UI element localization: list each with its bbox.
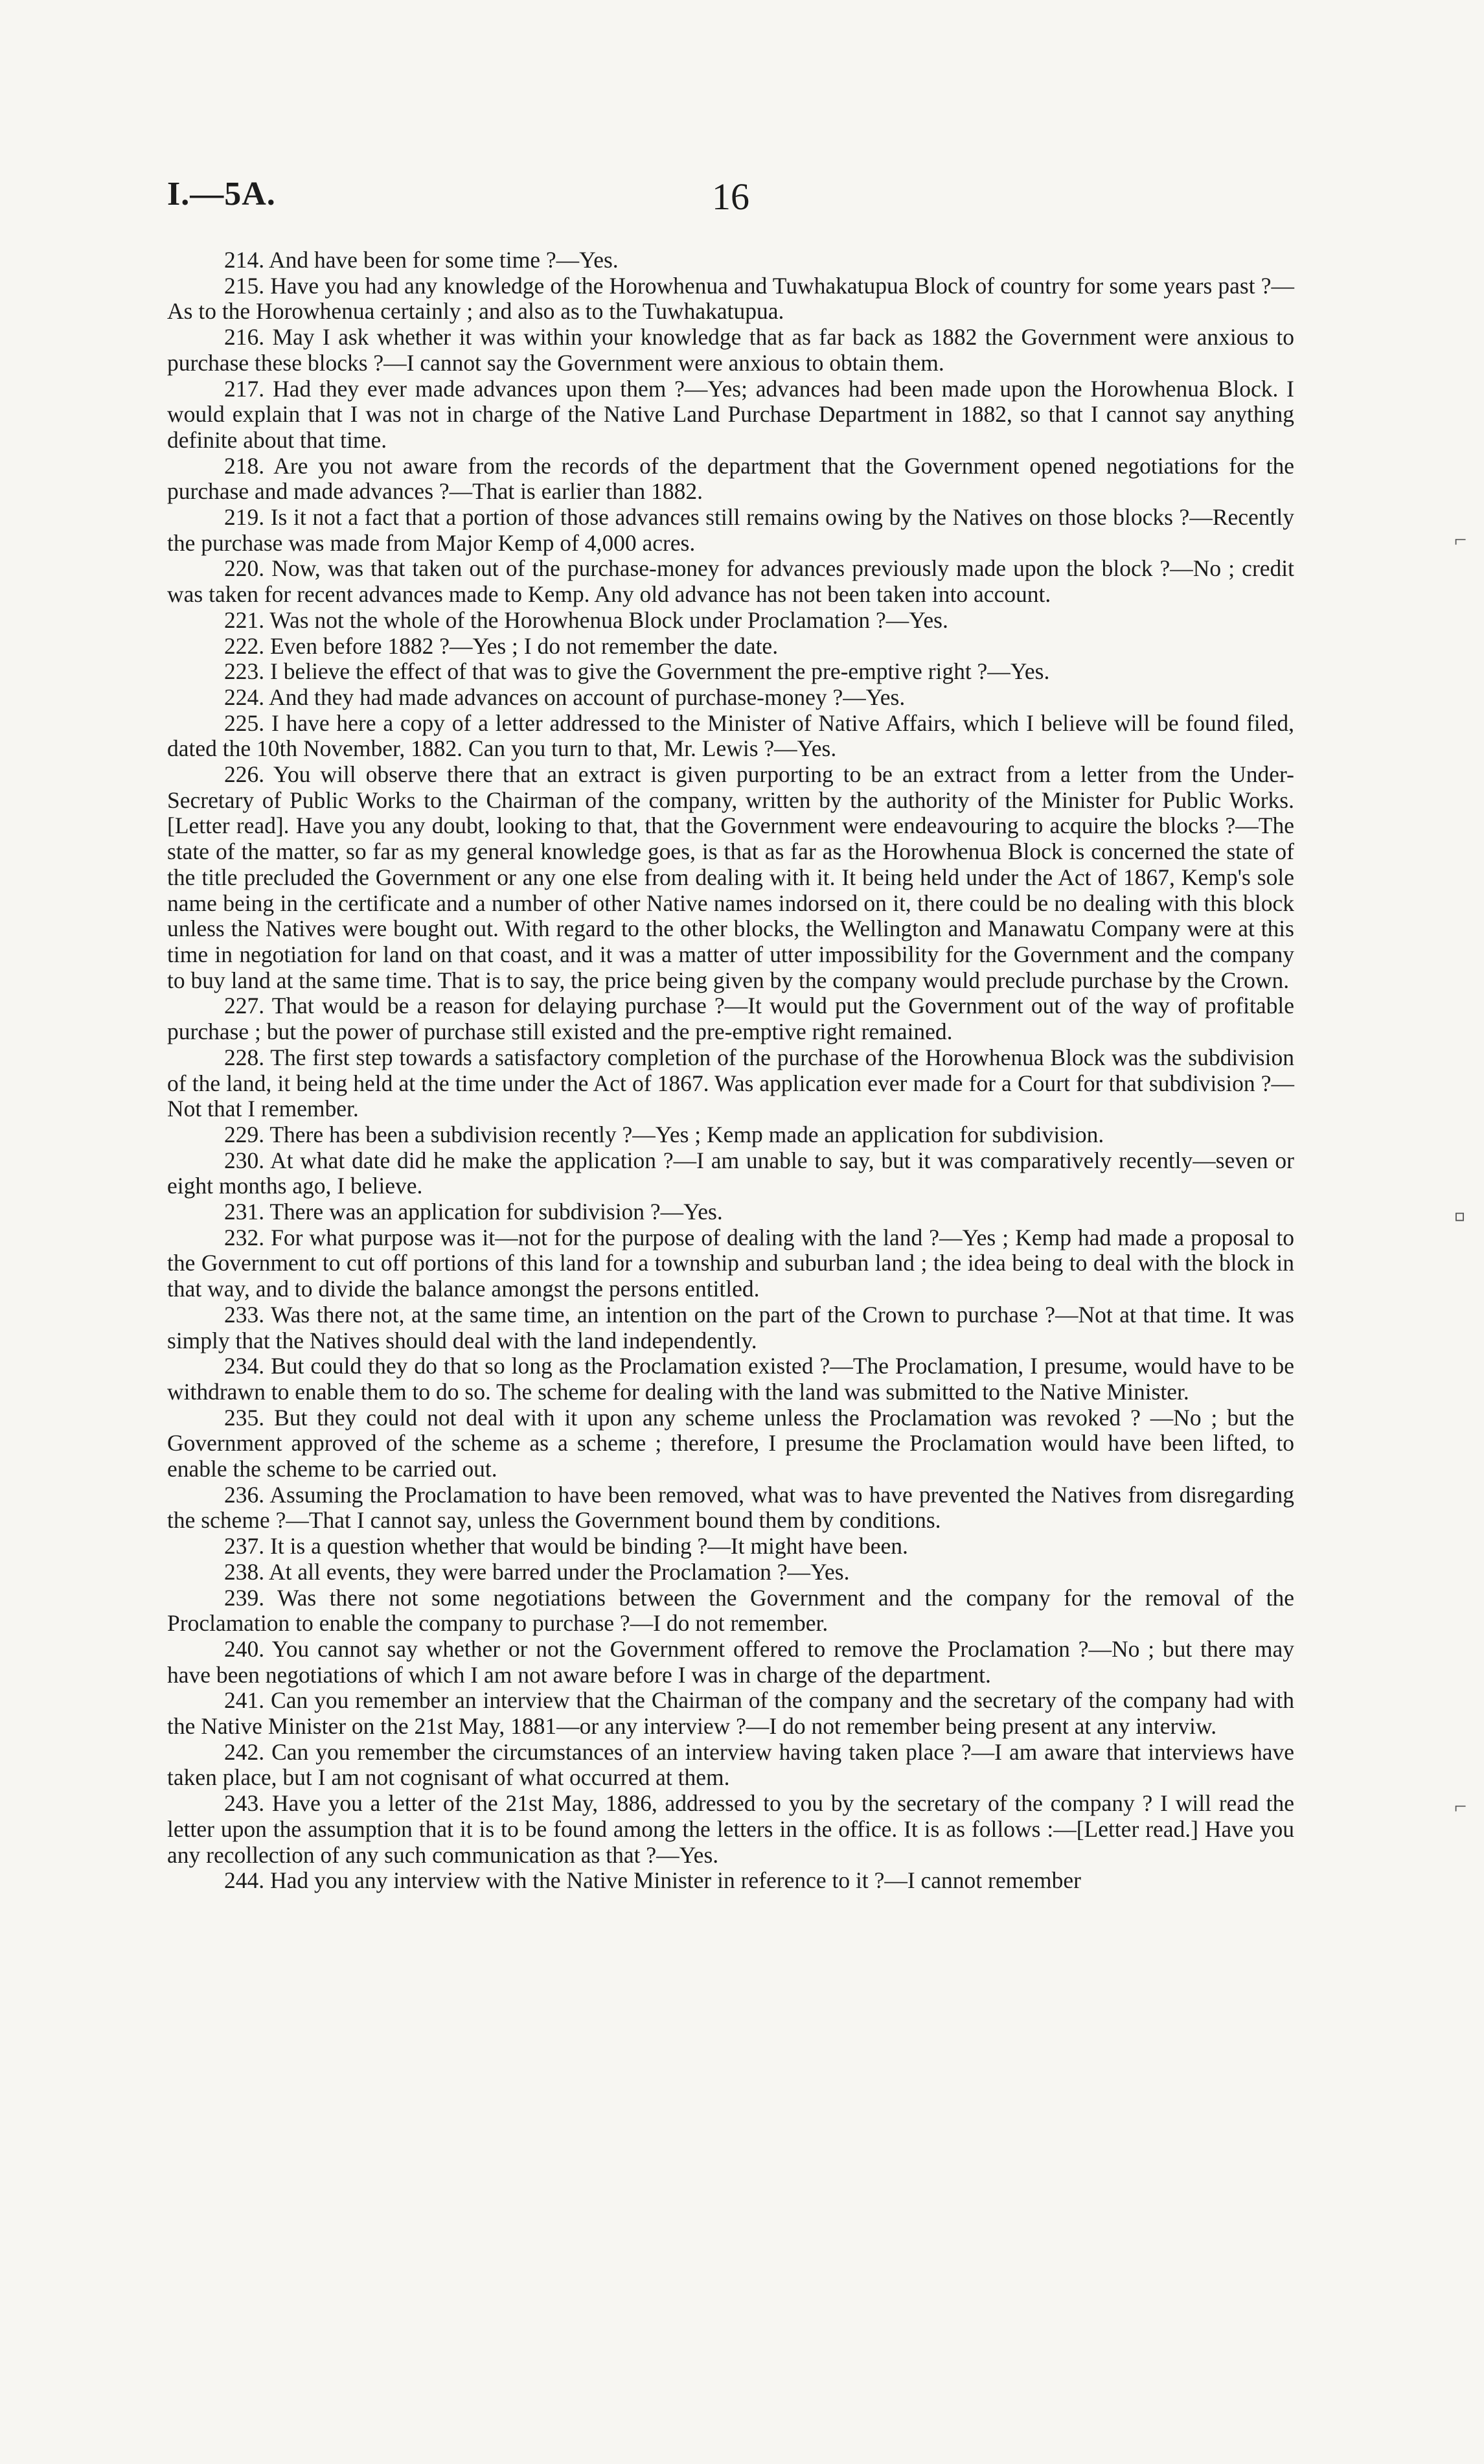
- paragraph-235: 235. But they could not deal with it upon any scheme unless the Proclamation was revoked ? —No ; but the Government approved of the scheme as a scheme ; therefore, I presume the Proclamation would have been lifted, to enable the scheme to be carried out.: [167, 1404, 1294, 1482]
- paragraph-222: 222. Even before 1882 ?—Yes ; I do not remember the date.: [224, 632, 779, 659]
- paragraph-227: 227. That would be a reason for delaying purchase ?—It would put the Government out of the way of profitable purchase ; but the power of purchase still existed and the pre-emptive right remained.: [167, 993, 1294, 1045]
- paragraph-237: 237. It is a question whether that would be binding ?—It might have been.: [224, 1533, 908, 1560]
- paragraph-234: 234. But could they do that so long as the Proclamation existed ?—The Proclamation, I presume, would have to be withdrawn to enable them to do so. The scheme for dealing with the land was submitted to the Native Minister.: [167, 1353, 1294, 1405]
- paragraph-230: 230. At what date did he make the application ?—I am unable to say, but it was comparatively recently—seven or eight months ago, I believe.: [167, 1147, 1294, 1199]
- paragraph-239: 239. Was there not some negotiations between the Government and the company for the removal of the Proclamation to enable the company to purchase ?—I do not remember.: [167, 1584, 1294, 1637]
- margin-mark: ⌐: [1454, 528, 1467, 552]
- paragraph-215: 215. Have you had any knowledge of the Horowhenua and Tuwhakatupua Block of country for some years past ?—As to the Horowhenua certainly ; and also as to the Tuwhakatupua.: [167, 272, 1294, 325]
- paragraph-223: 223. I believe the effect of that was to give the Government the pre-emptive right ?—Yes.: [224, 658, 1050, 685]
- page-number: 16: [712, 176, 749, 218]
- paragraph-243: 243. Have you a letter of the 21st May, 1886, addressed to you by the secretary of the company ? I will read the letter upon the assumption that it is to be found among the letters in the office. It is as follows :—[Letter read.] Have you any recollection of any such communication as that ?—Yes.: [167, 1790, 1294, 1868]
- paragraph-236: 236. Assuming the Proclamation to have been removed, what was to have prevented the Natives from disregarding the scheme ?—That I cannot say, unless the Government bound them by conditions.: [167, 1481, 1294, 1534]
- paragraph-221: 221. Was not the whole of the Horowhenua Block under Proclamation ?—Yes.: [224, 606, 948, 633]
- page-header: [167, 175, 1294, 227]
- document-reference: I.—5A.: [167, 176, 276, 213]
- paragraph-233: 233. Was there not, at the same time, an intention on the part of the Crown to purchase ?—Not at that time. It was simply that the Natives should deal with the land independently.: [167, 1301, 1294, 1353]
- paragraph-229: 229. There has been a subdivision recently ?—Yes ; Kemp made an application for subdivision.: [224, 1121, 1104, 1147]
- document-body: [167, 248, 1294, 1894]
- paragraph-225: 225. I have here a copy of a letter addressed to the Minister of Native Affairs, which I believe will be found filed, dated the 10th November, 1882. Can you turn to that, Mr. Lewis ?—Yes.: [167, 709, 1294, 762]
- paragraph-220: 220. Now, was that taken out of the purchase-money for advances previously made upon the block ?—No ; credit was taken for recent advances made to Kemp. Any old advance has not been taken into account.: [167, 555, 1294, 608]
- margin-mark: ⌐: [1454, 1795, 1467, 1819]
- paragraph-238: 238. At all events, they were barred under the Proclamation ?—Yes.: [224, 1558, 850, 1585]
- paragraph-242: 242. Can you remember the circumstances of an interview having taken place ?—I am aware that interviews have taken place, but I am not cognisant of what occurred at them.: [167, 1738, 1294, 1791]
- paragraph-214: 214. And have been for some time ?—Yes.: [224, 247, 619, 273]
- paragraph-231: 231. There was an application for subdivision ?—Yes.: [224, 1199, 723, 1225]
- paragraph-226: 226. You will observe there that an extract is given purporting to be an extract from a letter from the Under-Secretary of Public Works to the Chairman of the company, written by the authority of the Minister for Public Works. [Letter read]. Have you any doubt, looking to that, that the Government were endeavouring to acquire the blocks ?—The state of the matter, so far as my general knowledge goes, is that as far as the Horowhenua Block is concerned the state of the title precluded the Government or any one else from dealing with it. It being held under the Act of 1867, Kemp's sole name being in the certificate and a number of other Native names indorsed on it, there could be no dealing with this block unless the Natives were bought out. With regard to the other blocks, the Wellington and Manawatu Company were at this time in negotiation for land on that coast, and it was a matter of utter impossibility for the Government and the company to buy land at the same time. That is to say, the price being given by the company would preclude purchase by the Crown.: [167, 761, 1294, 993]
- paragraph-219: 219. Is it not a fact that a portion of those advances still remains owing by the Natives on those blocks ?—Recently the purchase was made from Major Kemp of 4,000 acres.: [167, 504, 1294, 556]
- paragraph-244: 244. Had you any interview with the Native Minister in reference to it ?—I cannot remember: [224, 1867, 1081, 1894]
- paragraph-228: 228. The first step towards a satisfactory completion of the purchase of the Horowhenua Block was the subdivision of the land, it being held at the time under the Act of 1867. Was application ever made for a Court for that subdivision ?—Not that I remember.: [167, 1044, 1294, 1122]
- paragraph-241: 241. Can you remember an interview that the Chairman of the company and the secretary of the company had with the Native Minister on the 21st May, 1881—or any interview ?—I do not remember being present at any interviw.: [167, 1687, 1294, 1740]
- paragraph-217: 217. Had they ever made advances upon them ?—Yes; advances had been made upon the Horowhenua Block. I would explain that I was not in charge of the Native Land Purchase Department in 1882, so that I cannot say anything definite about that time.: [167, 375, 1294, 453]
- paragraph-232: 232. For what purpose was it—not for the purpose of dealing with the land ?—Yes ; Kemp had made a proposal to the Government to cut off portions of this land for a township and suburban land ; the idea being to deal with the block in that way, and to divide the balance amongst the persons entitled.: [167, 1224, 1294, 1302]
- paragraph-216: 216. May I ask whether it was within your knowledge that as far back as 1882 the Government were anxious to purchase these blocks ?—I cannot say the Government were anxious to obtain them.: [167, 324, 1294, 376]
- margin-mark: ⸋: [1454, 1210, 1465, 1234]
- paragraph-240: 240. You cannot say whether or not the Government offered to remove the Proclamation ?—No ; but there may have been negotiations of which I am not aware before I was in charge of the department.: [167, 1635, 1294, 1688]
- paragraph-218: 218. Are you not aware from the records of the department that the Government opened negotiations for the purchase and made advances ?—That is earlier than 1882.: [167, 452, 1294, 505]
- paragraph-224: 224. And they had made advances on account of purchase-money ?—Yes.: [224, 684, 906, 710]
